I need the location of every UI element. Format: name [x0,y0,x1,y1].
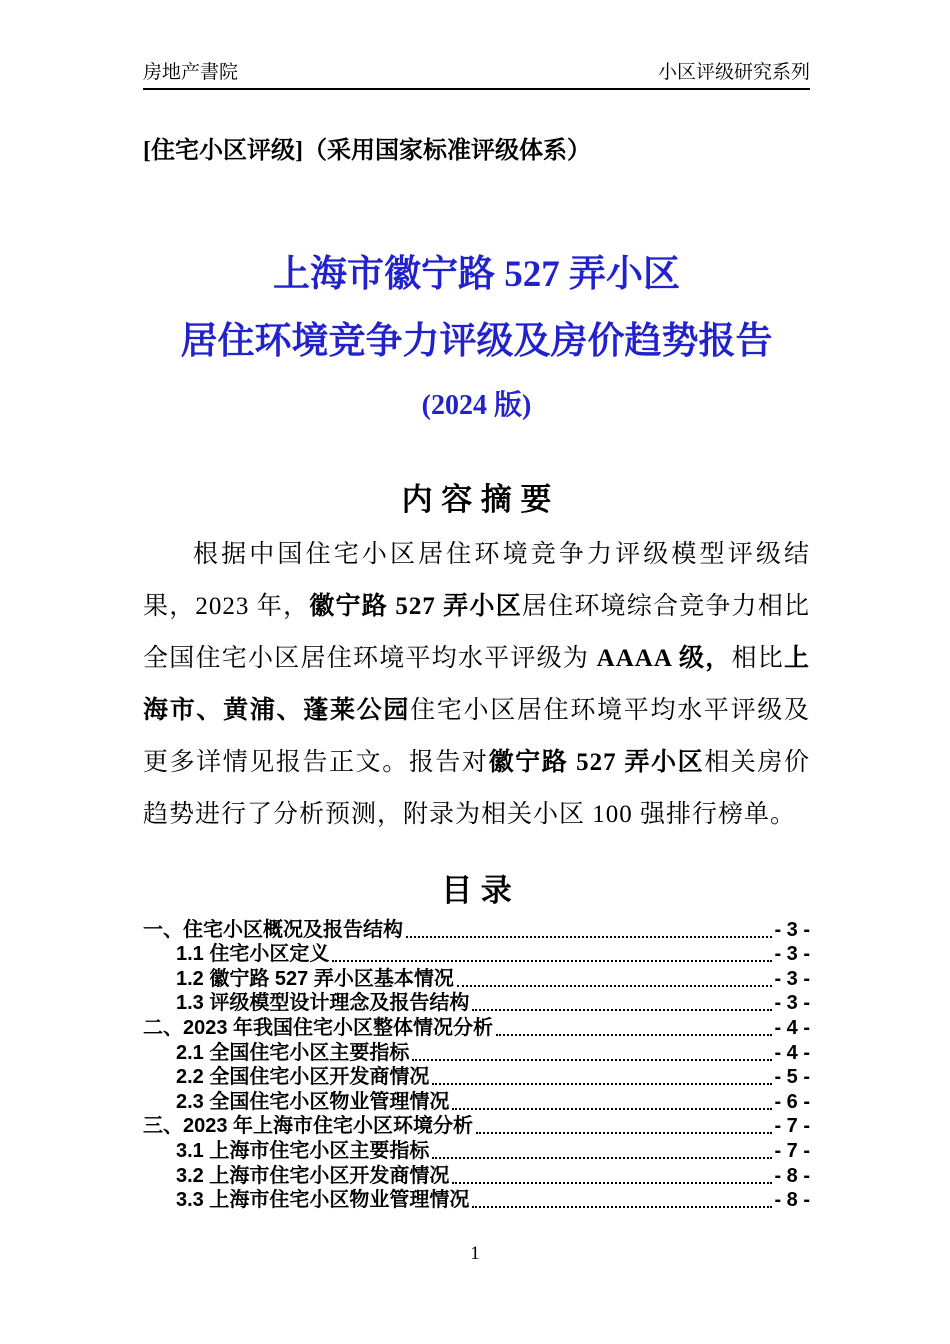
abstract-bold-text: 徽宁路 527 弄小区 [309,593,522,620]
toc-entry [143,1188,810,1213]
toc-entry-label: 1.3 评级模型设计理念及报告结构 [176,992,470,1015]
running-header [143,0,810,90]
toc-list [143,917,810,1212]
abstract-bold-text: 徽宁路 527 弄小区 [488,749,705,776]
toc-entry-page: - 4 - [774,1016,810,1039]
toc-entry-page: - 3 - [774,943,810,966]
abstract-bold-text: 上海市、黄浦、蓬莱公园 [143,645,810,724]
toc-entry [143,1040,810,1065]
toc-entry-page: - 3 - [774,992,810,1015]
toc-entry [143,966,810,991]
toc-entry-page: - 3 - [774,967,810,990]
title-block [143,251,810,424]
toc-dot-leader [472,1009,772,1011]
header-left-text: 房地产書院 [143,62,239,83]
toc-entry [143,942,810,967]
toc-entry-label: 三、2023 年上海市住宅小区环境分析 [143,1115,474,1138]
header-right-text: 小区评级研究系列 [657,62,810,83]
report-title-line1: 上海市徽宁路 527 弄小区 [273,254,680,295]
abstract-heading: 内 容 摘 要 [401,482,552,517]
abstract-paragraph [143,529,810,841]
toc-entry [143,1138,810,1163]
abstract-text: 居住环境综合竞争力相比全国住宅小区居住环境平均水平评级为 [143,593,810,672]
toc-dot-leader [332,960,772,962]
toc-dot-leader [432,1157,772,1159]
toc-heading: 目 录 [441,873,512,908]
toc-entry [143,1015,810,1040]
toc-dot-leader [476,1132,772,1134]
toc-entry [143,917,810,942]
abstract-text: 根据中国住宅小区居住环境竞争力评级模型评级结果，2023 年， [143,541,810,620]
toc-dot-leader [452,1108,772,1110]
toc-entry-page: - 8 - [774,1164,810,1187]
toc-dot-leader [412,1059,772,1061]
toc-dot-leader [457,985,773,987]
toc-entry-label: 1.1 住宅小区定义 [176,943,330,966]
toc-entry-label: 2.2 全国住宅小区开发商情况 [176,1066,430,1089]
toc-dot-leader [496,1034,772,1036]
report-title-edition: (2024 版) [421,390,532,421]
toc-entry-page: - 4 - [774,1041,810,1064]
toc-entry [143,991,810,1016]
toc-entry-page: - 6 - [774,1090,810,1113]
toc-dot-leader [452,1182,772,1184]
toc-entry [143,1163,810,1188]
toc-entry [143,1089,810,1114]
toc-dot-leader [406,936,772,938]
toc-entry-page: - 5 - [774,1066,810,1089]
toc-entry [143,1065,810,1090]
toc-entry [143,1114,810,1139]
toc-entry-label: 3.1 上海市住宅小区主要指标 [176,1139,430,1162]
toc-dot-leader [472,1206,772,1208]
toc-entry-label: 1.2 徽宁路 527 弄小区基本情况 [176,967,454,990]
abstract-text: 相关房价趋势进行了分析预测，附录为相关小区 100 强排行榜单。 [143,749,810,828]
toc-entry-page: - 7 - [774,1139,810,1162]
rating-system-note: [住宅小区评级]（采用国家标准评级体系） [143,138,591,164]
toc-entry-page: - 3 - [774,918,810,941]
toc-entry-label: 一、住宅小区概况及报告结构 [143,918,403,941]
abstract-bold-text: AAAA 级， [596,645,732,672]
toc-dot-leader [432,1083,772,1085]
abstract-text: 相比 [731,645,784,672]
toc-entry-label: 二、2023 年我国住宅小区整体情况分析 [143,1016,494,1039]
toc-entry-page: - 8 - [774,1189,810,1212]
toc-entry-label: 3.2 上海市住宅小区开发商情况 [176,1164,450,1187]
toc-entry-label: 2.1 全国住宅小区主要指标 [176,1041,410,1064]
toc-entry-label: 2.3 全国住宅小区物业管理情况 [176,1090,450,1113]
toc-entry-page: - 7 - [774,1115,810,1138]
abstract-text: 住宅小区居住环境平均水平评级及更多详情见报告正文。报告对 [143,697,810,776]
report-title-line2: 居住环境竞争力评级及房价趋势报告 [180,321,773,362]
toc-entry-label: 3.3 上海市住宅小区物业管理情况 [176,1189,470,1212]
page-number: 1 [470,1243,480,1264]
